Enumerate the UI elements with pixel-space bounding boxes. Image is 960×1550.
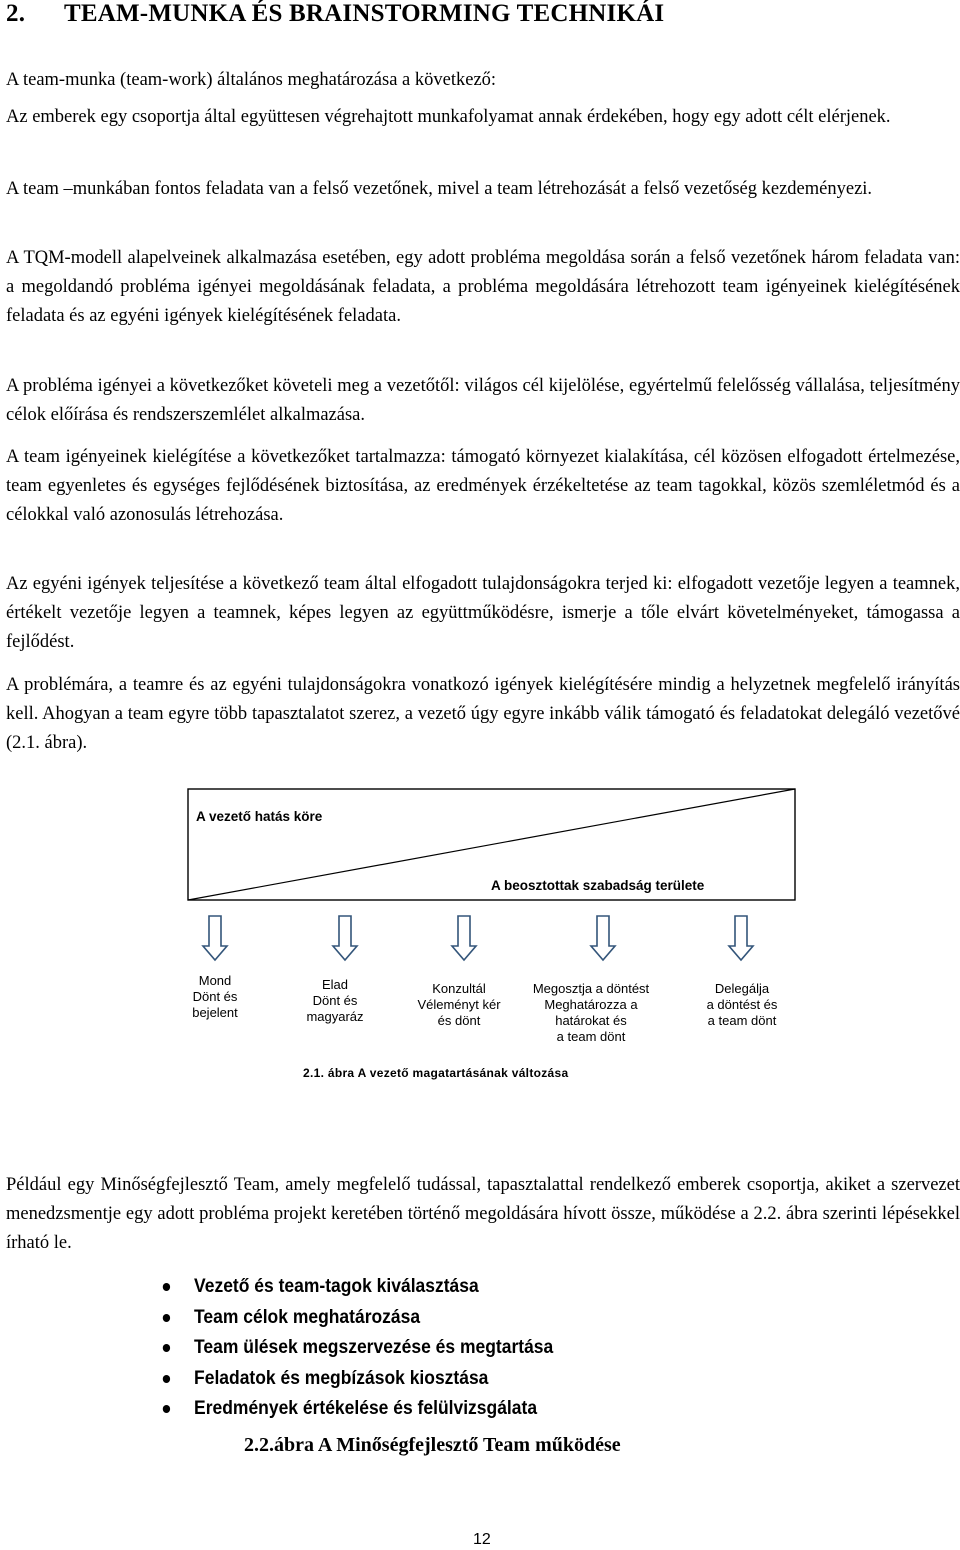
bullet-icon	[163, 1405, 170, 1413]
paragraph-individual-needs: Az egyéni igények teljesítése a következő team által elfogadott tulajdonságokra terjed ki: elfogadott vezetője legyen a teamnek, értékelt vezetője legyen a teamnek, képes legyen az együttműködésre, ismerje a tőle elvárt követelményeket, támogassa a fejlődést.	[6, 574, 960, 652]
list-item: Team célok meghatározása	[160, 1303, 553, 1334]
style-tells: Mond Dönt és bejelent	[192, 973, 238, 1020]
list-item: Feladatok és megbízások kiosztása	[160, 1364, 553, 1395]
style-shares: Megosztja a döntést Meghatározza a határokat és a team dönt	[532, 981, 650, 1044]
down-arrows	[203, 916, 753, 960]
paragraph-problem-needs: A probléma igényei a következőket követeli meg a vezetőtől: világos cél kijelölése, egyértelmű felelősség vállalása, teljesítmény célok előírása és rendszerszemlélet alkalmazása.	[6, 376, 960, 425]
subordinate-freedom-label: A beosztottak szabadság területe	[491, 878, 705, 893]
bullet-icon	[163, 1283, 170, 1291]
page-number: 12	[473, 1531, 491, 1548]
chapter-title: TEAM-MUNKA ÉS BRAINSTORMING TECHNIKÁI	[64, 0, 665, 27]
down-arrow-icon	[729, 916, 753, 960]
paragraph-definition-intro: A team-munka (team-work) általános meghatározása a következő:	[6, 70, 497, 90]
figure-leadership-continuum	[0, 785, 960, 1095]
style-consults: Konzultál Véleményt kér és dönt	[417, 981, 501, 1028]
paragraph-tqm: A TQM-modell alapelveinek alkalmazása esetében, egy adott probléma megoldása során a felső vezetőnek három feladata van: a megoldandó probléma igényei megoldásának feladata, a probléma megoldására létrehozott team igényeinek kielégítésének feladata és az egyéni igények kielégítésének feladata.	[6, 248, 960, 326]
figure-diagram	[0, 785, 960, 1095]
paragraph-quality-team: Például egy Minőségfejlesztő Team, amely megfelelő tudással, tapasztalattal rendelkező emberek csoportja, akiket a szervezet menedzsmentje egy adott probléma projekt keretében történő megoldására hívott össze, működése a 2.2. ábra szerinti lépésekkel írható le.	[6, 1175, 960, 1253]
paragraph-team-needs: A team igényeinek kielégítése a következőket tartalmazza: támogató környezet kialakítása, cél közösen elfogadott értelmezése, team egyenletes és egységes fejlődésének biztosítása, az eredmények érzékeltetése az team tagokkal, közös szemléletmód és a célokkal való azonosulás létrehozása.	[6, 447, 960, 525]
list-item: Team ülések megszervezése és megtartása	[160, 1333, 553, 1364]
style-sells: Elad Dönt és magyaráz	[306, 977, 364, 1024]
bullet-icon	[163, 1375, 170, 1383]
team-steps-list	[160, 1272, 587, 1425]
down-arrow-icon	[333, 916, 357, 960]
list-item: Eredmények értékelése és felülvizsgálata	[160, 1394, 553, 1425]
down-arrow-icon	[591, 916, 615, 960]
chapter-number: 2.	[6, 0, 26, 27]
chapter-heading	[6, 0, 664, 28]
paragraph-leader-role: A team –munkában fontos feladata van a felső vezetőnek, mivel a team létrehozását a felső vezetőség kezdeményezi.	[6, 179, 873, 199]
paragraph-definition: Az emberek egy csoportja által együttesen végrehajtott munkafolyamat annak érdekében, hogy egy adott célt elérjenek.	[6, 107, 891, 127]
paragraph-leadership: A problémára, a teamre és az egyéni tulajdonságokra vonatkozó igények kielégítésére mindig a helyzetnek megfelelő irányítás kell. Ahogyan a team egyre több tapasztalatot szerez, a vezető úgy egyre inkább válik támogató és feladatokat delegáló vezetővé (2.1. ábra).	[6, 675, 960, 753]
down-arrow-icon	[452, 916, 476, 960]
bullet-icon	[163, 1344, 170, 1352]
list-item: Vezető és team-tagok kiválasztása	[160, 1272, 553, 1303]
figure1-caption: 2.1. ábra A vezető magatartásának változása	[303, 1066, 569, 1080]
figure2-caption: 2.2.ábra A Minőségfejlesztő Team működése	[244, 1434, 621, 1456]
bullet-icon	[163, 1314, 170, 1322]
leader-influence-label: A vezető hatás köre	[196, 809, 323, 824]
style-delegates: Delegálja a döntést és a team dönt	[706, 981, 778, 1028]
down-arrow-icon	[203, 916, 227, 960]
